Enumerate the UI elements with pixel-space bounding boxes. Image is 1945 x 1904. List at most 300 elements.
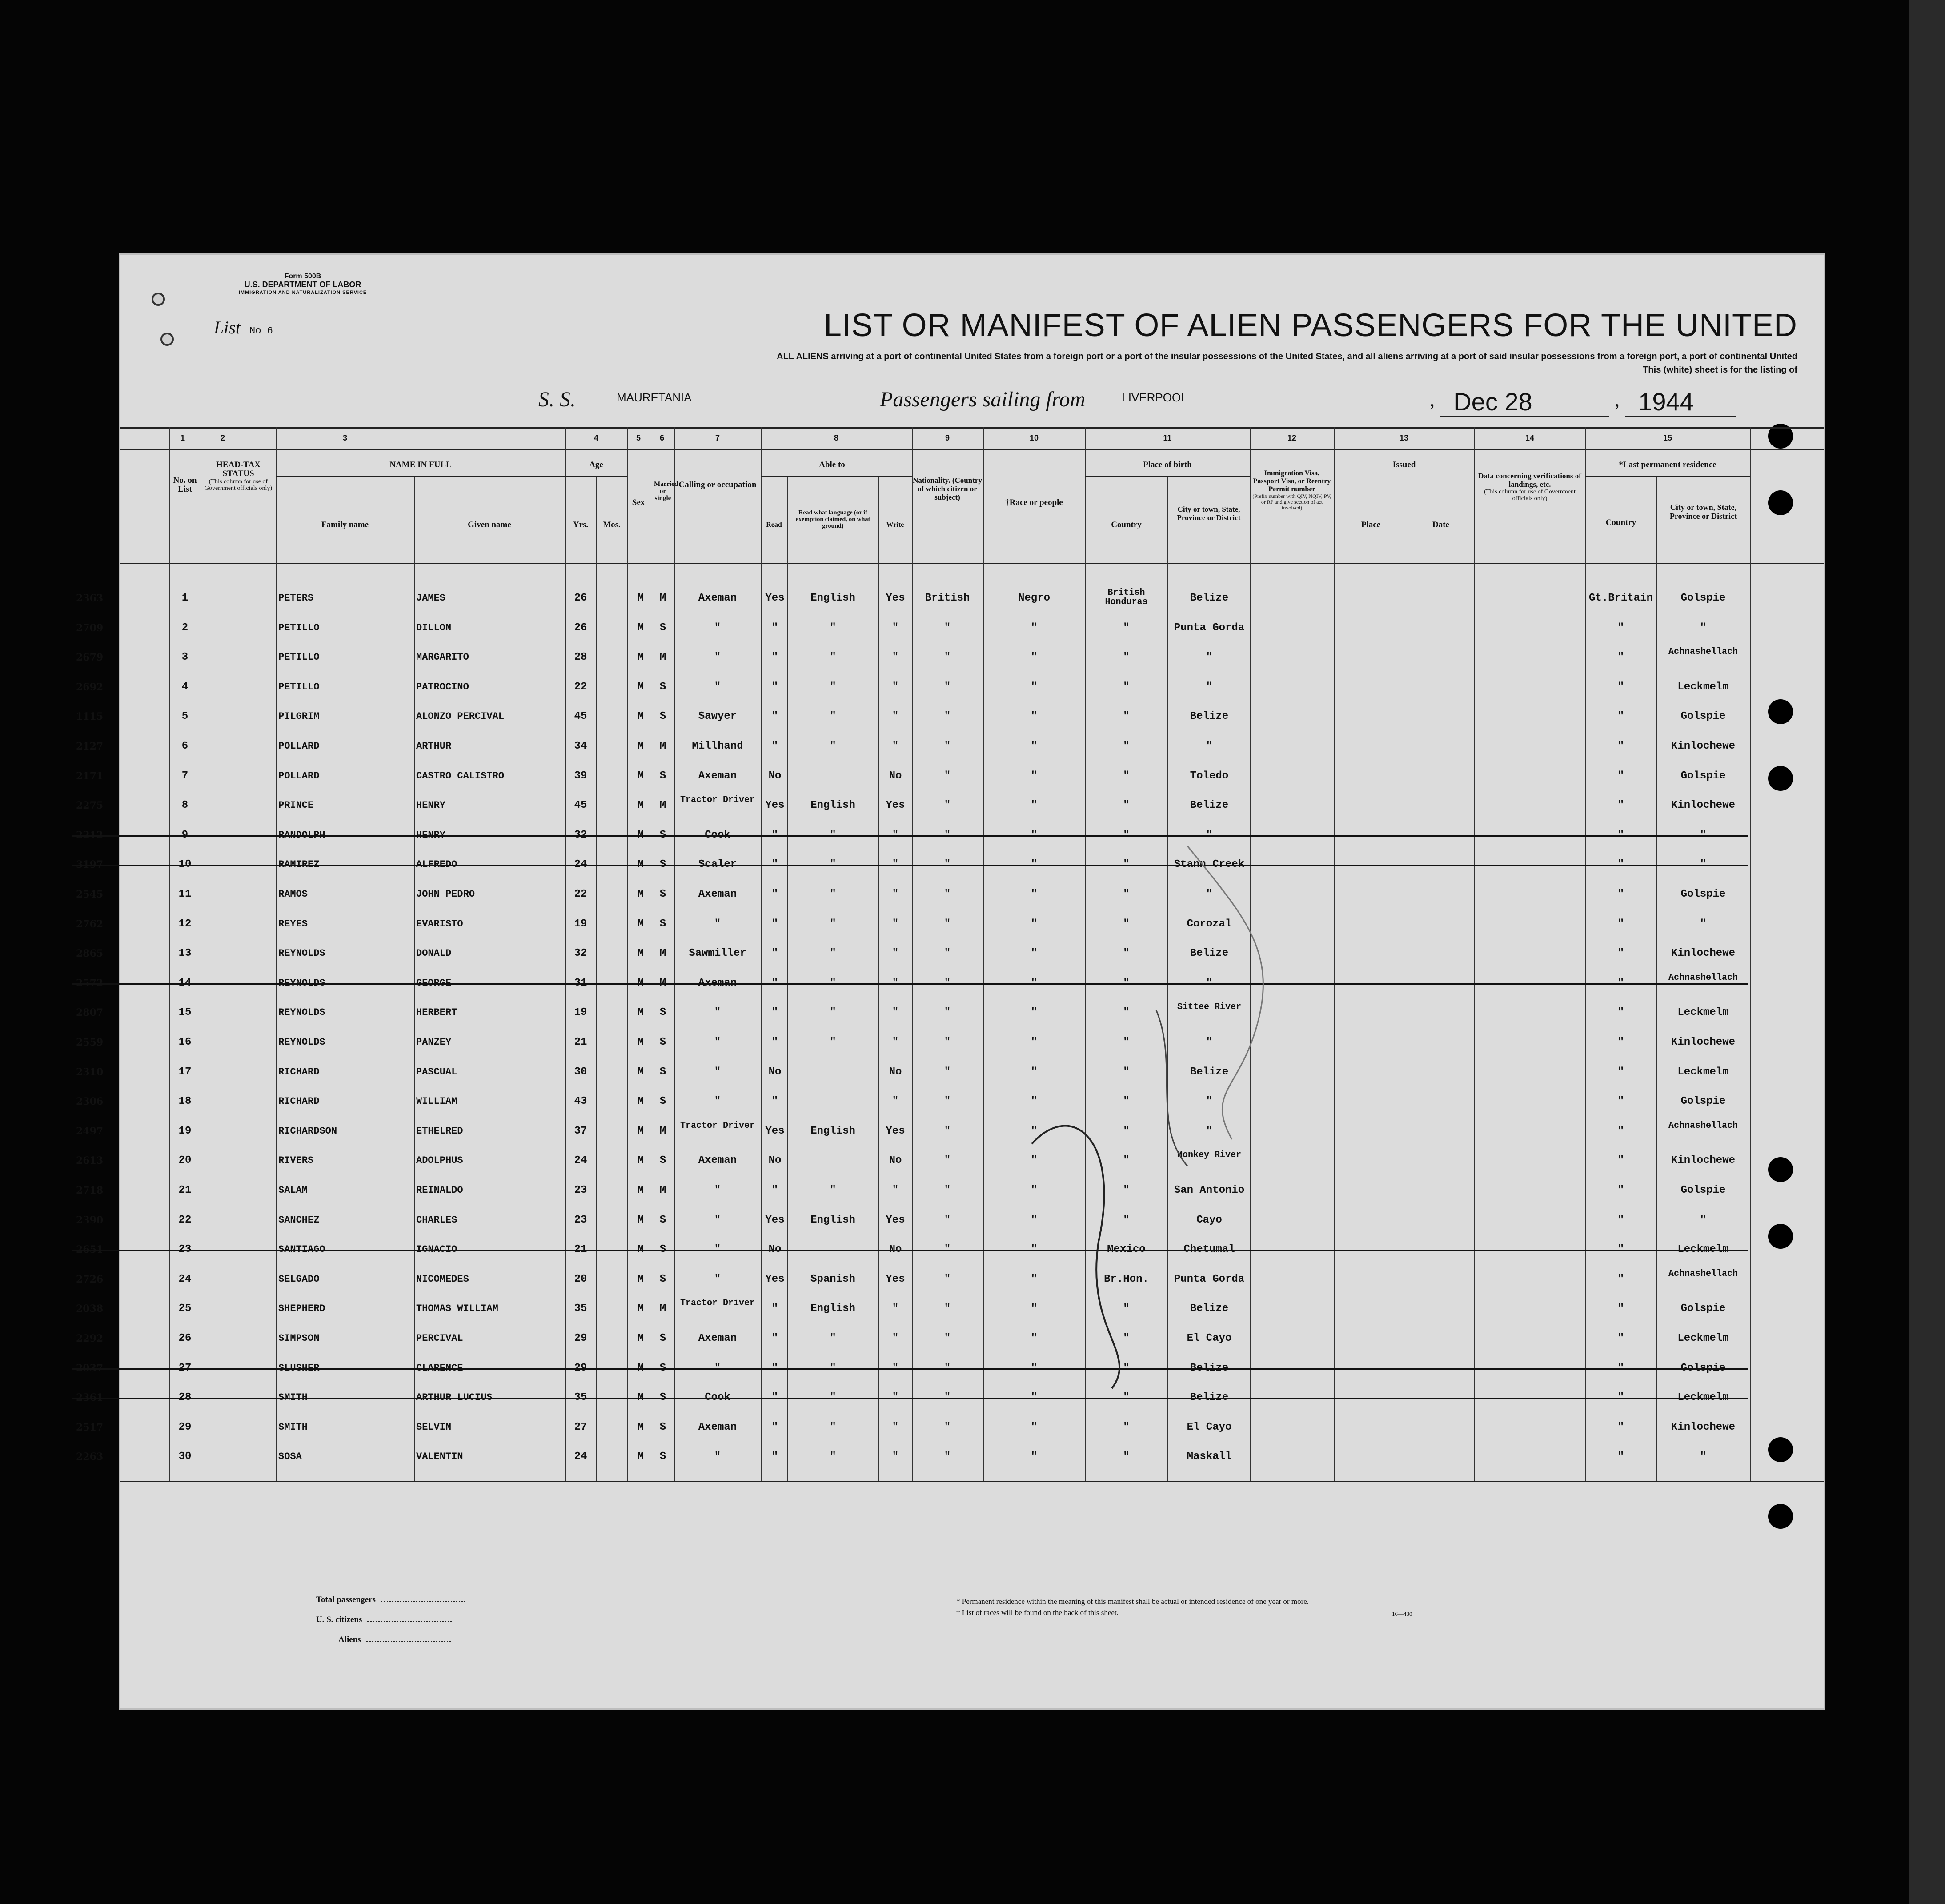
nationality-cell: " — [944, 888, 951, 900]
sex-cell: M — [637, 1006, 644, 1019]
header-age: Age — [589, 460, 603, 469]
marital-status-cell: S — [659, 1154, 666, 1167]
birth-country-cell: British Honduras — [1105, 588, 1148, 607]
marital-status-cell: S — [659, 858, 666, 871]
read-cell: " — [771, 829, 778, 841]
header-years: Yrs. — [573, 520, 589, 529]
family-name-cell: SIMPSON — [278, 1333, 320, 1344]
marital-status-cell: M — [659, 1125, 666, 1137]
header-place-of-birth: Place of birth — [1143, 460, 1192, 469]
write-cell: " — [892, 1006, 899, 1019]
read-cell: " — [771, 918, 778, 930]
sex-cell: M — [637, 1391, 644, 1404]
race-cell: " — [1031, 1184, 1038, 1196]
residence-city-cell: Leckmelm — [1677, 1332, 1729, 1344]
nationality-cell: " — [944, 710, 951, 723]
residence-country-cell: " — [1617, 1421, 1624, 1433]
footer-note-races: † List of races will be found on the back of this sheet. — [956, 1608, 1119, 1617]
marital-status-cell: M — [659, 977, 666, 989]
list-number-cell: 6 — [181, 740, 188, 752]
birth-country-cell: " — [1123, 1095, 1130, 1108]
family-name-cell: RAMOS — [278, 889, 308, 900]
birth-city-cell: Cayo — [1196, 1214, 1222, 1226]
list-number-cell: 13 — [178, 947, 192, 960]
margin-number: 2275 — [76, 800, 104, 812]
residence-country-cell: " — [1617, 740, 1624, 752]
family-name-cell: PETILLO — [278, 681, 320, 693]
residence-country-cell: " — [1617, 1303, 1624, 1315]
marital-status-cell: S — [659, 829, 666, 841]
residence-city-cell: Golspie — [1680, 710, 1726, 723]
sex-cell: M — [637, 740, 644, 752]
marital-status-cell: S — [659, 1362, 666, 1374]
sex-cell: M — [637, 651, 644, 664]
write-cell: Yes — [886, 1125, 905, 1137]
residence-city-cell: Golspie — [1680, 1184, 1726, 1196]
write-cell: " — [892, 1362, 899, 1374]
residence-city-cell: Kinlochewe — [1671, 1154, 1736, 1167]
margin-number: 2613 — [76, 1155, 104, 1167]
read-cell: " — [771, 977, 778, 989]
age-cell: 27 — [574, 1421, 587, 1433]
margin-number: 2865 — [76, 948, 104, 960]
residence-city-cell: Golspie — [1680, 888, 1726, 900]
given-name-cell: PANZEY — [416, 1037, 452, 1048]
family-name-cell: SOSA — [278, 1451, 302, 1463]
header-write: Write — [886, 521, 904, 529]
write-cell: " — [892, 740, 899, 752]
language-cell: " — [830, 1332, 836, 1344]
family-name-cell: POLLARD — [278, 741, 320, 752]
language-cell: " — [830, 651, 836, 664]
read-cell: " — [771, 1036, 778, 1048]
header-read: Read — [766, 521, 782, 529]
residence-country-cell: " — [1617, 1066, 1624, 1078]
family-name-cell: SMITH — [278, 1421, 308, 1433]
write-cell: Yes — [886, 592, 905, 604]
write-cell: Yes — [886, 799, 905, 812]
occupation-cell: Axeman — [698, 1154, 737, 1167]
race-cell: " — [1031, 710, 1038, 723]
list-number-cell: 28 — [178, 1391, 192, 1404]
given-name-cell: HERBERT — [416, 1007, 457, 1018]
race-cell: " — [1031, 1125, 1038, 1137]
sex-cell: M — [637, 1421, 644, 1433]
nationality-cell: " — [944, 1332, 951, 1344]
race-cell: " — [1031, 651, 1038, 664]
language-cell: " — [830, 1006, 836, 1019]
birth-city-cell: Punta Gorda — [1174, 1273, 1245, 1285]
column-number: 9 — [945, 433, 950, 442]
list-number-cell: 10 — [178, 858, 192, 871]
residence-country-cell: " — [1617, 1184, 1624, 1196]
residence-country-cell: " — [1617, 947, 1624, 960]
birth-country-cell: " — [1123, 918, 1130, 930]
occupation-cell: Millhand — [692, 740, 743, 752]
occupation-cell: " — [714, 1036, 721, 1048]
language-cell: " — [830, 1391, 836, 1404]
language-cell: " — [830, 1036, 836, 1048]
margin-number: 2306 — [76, 1096, 104, 1108]
margin-number: 2038 — [76, 1303, 104, 1315]
residence-country-cell: " — [1617, 1036, 1624, 1048]
read-cell: " — [771, 710, 778, 723]
residence-country-cell: " — [1617, 977, 1624, 989]
read-cell: No — [768, 1243, 782, 1256]
write-cell: " — [892, 918, 899, 930]
residence-city-cell: " — [1700, 1451, 1707, 1463]
age-cell: 35 — [574, 1303, 587, 1315]
read-cell: No — [768, 1154, 782, 1167]
age-cell: 20 — [574, 1273, 587, 1285]
residence-country-cell: " — [1617, 918, 1624, 930]
column-number: 12 — [1287, 433, 1297, 442]
sex-cell: M — [637, 710, 644, 723]
list-number-cell: 27 — [178, 1362, 192, 1374]
column-number: 15 — [1663, 433, 1672, 442]
birth-city-cell: El Cayo — [1187, 1421, 1232, 1433]
write-cell: No — [889, 1243, 902, 1256]
birth-city-cell: " — [1206, 740, 1213, 752]
header-residence-city: City or town, State, Province or District — [1669, 503, 1737, 521]
margin-number: 2263 — [76, 1451, 104, 1463]
marital-status-cell: M — [659, 799, 666, 812]
language-cell: English — [810, 1125, 855, 1137]
given-name-cell: ARTHUR — [416, 741, 452, 752]
margin-number: 2127 — [76, 741, 104, 752]
residence-city-cell: Kinlochewe — [1671, 799, 1736, 812]
residence-country-cell: Gt.Britain — [1588, 592, 1653, 604]
read-cell: " — [771, 1332, 778, 1344]
birth-country-cell: " — [1123, 1036, 1130, 1048]
occupation-cell: " — [714, 1095, 721, 1108]
race-cell: " — [1031, 1066, 1038, 1078]
sex-cell: M — [637, 829, 644, 841]
age-cell: 22 — [574, 681, 587, 693]
residence-city-cell: Golspie — [1680, 1362, 1726, 1374]
birth-city-cell: Punta Gorda — [1174, 621, 1245, 634]
marital-status-cell: S — [659, 1006, 666, 1019]
residence-country-cell: " — [1617, 1125, 1624, 1137]
margin-number: 2572 — [76, 977, 104, 989]
age-cell: 26 — [574, 592, 587, 604]
sex-cell: M — [637, 799, 644, 812]
language-cell: " — [830, 1421, 836, 1433]
marital-status-cell: S — [659, 1066, 666, 1078]
sex-cell: M — [637, 1451, 644, 1463]
race-cell: " — [1031, 858, 1038, 871]
occupation-cell: " — [714, 1451, 721, 1463]
sex-cell: M — [637, 681, 644, 693]
margin-number: 2390 — [76, 1214, 104, 1226]
sex-cell: M — [637, 1184, 644, 1196]
occupation-cell: " — [714, 1006, 721, 1019]
nationality-cell: " — [944, 1154, 951, 1167]
nationality-cell: " — [944, 1451, 951, 1463]
header-issued: Issued — [1392, 460, 1416, 469]
family-name-cell: SELGADO — [278, 1273, 320, 1285]
residence-country-cell: " — [1617, 1332, 1624, 1344]
margin-number: 2545 — [76, 889, 104, 900]
write-cell: Yes — [886, 1273, 905, 1285]
race-cell: " — [1031, 1243, 1038, 1256]
race-cell: " — [1031, 1332, 1038, 1344]
nationality-cell: British — [925, 592, 970, 604]
residence-country-cell: " — [1617, 888, 1624, 900]
write-cell: " — [892, 1095, 899, 1108]
race-cell: " — [1031, 1006, 1038, 1019]
residence-country-cell: " — [1617, 829, 1624, 841]
header-verifications-title: Data concerning verifications of landings, etc. — [1478, 472, 1581, 489]
residence-country-cell: " — [1617, 858, 1624, 871]
occupation-cell: Sawmiller — [689, 947, 746, 960]
occupation-cell: " — [714, 918, 721, 930]
given-name-cell: HENRY — [416, 829, 446, 841]
birth-city-cell: Belize — [1190, 947, 1229, 960]
sex-cell: M — [637, 888, 644, 900]
nationality-cell: " — [944, 1391, 951, 1404]
header-birth-city: City or town, State, Province or District — [1177, 505, 1241, 522]
header-married: Married or single — [654, 481, 678, 502]
race-cell: " — [1031, 799, 1038, 812]
given-name-cell: CASTRO CALISTRO — [416, 770, 505, 782]
margin-number: 2497 — [76, 1125, 104, 1137]
birth-city-cell: Belize — [1190, 1362, 1229, 1374]
list-label: List — [214, 317, 241, 337]
occupation-cell: " — [714, 1243, 721, 1256]
marital-status-cell: S — [659, 1421, 666, 1433]
age-cell: 32 — [574, 829, 587, 841]
residence-country-cell: " — [1617, 770, 1624, 782]
write-cell: " — [892, 858, 899, 871]
age-cell: 22 — [574, 888, 587, 900]
margin-number: 2292 — [76, 1333, 104, 1344]
list-number-cell: 2 — [181, 621, 188, 634]
occupation-cell: " — [714, 1184, 721, 1196]
given-name-cell: MARGARITO — [416, 652, 469, 663]
margin-number: 2709 — [76, 622, 104, 634]
nationality-cell: " — [944, 1421, 951, 1433]
column-number: 13 — [1399, 433, 1409, 442]
marital-status-cell: M — [659, 651, 666, 664]
birth-city-cell: " — [1206, 888, 1213, 900]
family-name-cell: POLLARD — [278, 770, 320, 782]
age-cell: 31 — [574, 977, 587, 989]
race-cell: " — [1031, 888, 1038, 900]
write-cell: " — [892, 681, 899, 693]
list-number-cell: 24 — [178, 1273, 192, 1285]
occupation-cell: Axeman — [698, 1421, 737, 1433]
column-number: 14 — [1525, 433, 1535, 442]
margin-number: 2361 — [76, 1392, 104, 1404]
ink-signature-mark — [1032, 1126, 1119, 1388]
marital-status-cell: S — [659, 770, 666, 782]
family-name-cell: SMITH — [278, 1392, 308, 1403]
departure-port: LIVERPOOL — [1091, 387, 1406, 405]
given-name-cell: ALONZO PERCIVAL — [416, 711, 505, 722]
birth-country-cell: " — [1123, 1421, 1130, 1433]
write-cell: " — [892, 888, 899, 900]
read-cell: " — [771, 1006, 778, 1019]
birth-city-cell: Belize — [1190, 592, 1229, 604]
margin-number: 2679 — [76, 652, 104, 664]
margin-number: 3197 — [76, 859, 104, 871]
occupation-cell: " — [714, 681, 721, 693]
birth-country-cell: Br.Hon. — [1104, 1273, 1149, 1285]
header-name-in-full: NAME IN FULL — [389, 460, 452, 469]
nationality-cell: " — [944, 947, 951, 960]
column-number: 8 — [834, 433, 838, 442]
marital-status-cell: S — [659, 621, 666, 634]
write-cell: " — [892, 1036, 899, 1048]
nationality-cell: " — [944, 1066, 951, 1078]
read-cell: " — [771, 651, 778, 664]
occupation-cell: Tractor Driver — [680, 1298, 755, 1309]
given-name-cell: GEORGE — [416, 977, 452, 989]
sex-cell: M — [637, 770, 644, 782]
residence-country-cell: " — [1617, 1391, 1624, 1404]
family-name-cell: REYNOLDS — [278, 1007, 325, 1018]
given-name-cell: CLARENCE — [416, 1362, 463, 1374]
age-cell: 21 — [574, 1036, 587, 1048]
birth-city-cell: Stann Creek — [1174, 858, 1245, 871]
language-cell: " — [830, 621, 836, 634]
header-last-residence: *Last permanent residence — [1619, 460, 1716, 469]
read-cell: Yes — [765, 1125, 785, 1137]
residence-city-cell: Achnashellach — [1668, 647, 1738, 657]
column-number: 11 — [1163, 433, 1172, 442]
footer-note-residence: * Permanent residence within the meaning of this manifest shall be actual or intended residence of one year or more. — [956, 1597, 1309, 1606]
residence-city-cell: Golspie — [1680, 1095, 1726, 1108]
language-cell: " — [830, 888, 836, 900]
birth-city-cell: " — [1206, 1125, 1213, 1137]
write-cell: " — [892, 977, 899, 989]
header-race: †Race or people — [1005, 498, 1063, 507]
occupation-cell: " — [714, 1273, 721, 1285]
write-cell: Yes — [886, 1214, 905, 1226]
handwritten-scrawl — [120, 255, 1824, 1708]
family-name-cell: PETERS — [278, 593, 314, 604]
residence-city-cell: Kinlochewe — [1671, 947, 1736, 960]
margin-number: 2762 — [76, 918, 104, 930]
age-cell: 37 — [574, 1125, 587, 1137]
birth-country-cell: " — [1123, 770, 1130, 782]
residence-country-cell: " — [1617, 1273, 1624, 1285]
language-cell: " — [830, 977, 836, 989]
residence-country-cell: " — [1617, 651, 1624, 664]
marital-status-cell: M — [659, 1303, 666, 1315]
pencil-mark — [1187, 846, 1263, 1139]
residence-city-cell: Golspie — [1680, 592, 1726, 604]
marital-status-cell: S — [659, 1273, 666, 1285]
age-cell: 19 — [574, 918, 587, 930]
column-number: 2 — [220, 433, 225, 442]
write-cell: No — [889, 770, 902, 782]
birth-city-cell: " — [1206, 977, 1213, 989]
list-number-cell: 14 — [178, 977, 192, 989]
language-cell: " — [830, 947, 836, 960]
write-cell: " — [892, 710, 899, 723]
marital-status-cell: S — [659, 1451, 666, 1463]
sex-cell: M — [637, 1066, 644, 1078]
column-number: 6 — [659, 433, 664, 442]
birth-city-cell: Chetumal — [1183, 1243, 1235, 1256]
voyage-line: S. S. MAURETANIA Passengers sailing from LIVERPOOL , Dec 28 , 1944 — [538, 387, 1736, 417]
occupation-cell: " — [714, 1066, 721, 1078]
write-cell: " — [892, 1421, 899, 1433]
given-name-cell: ETHELRED — [416, 1125, 463, 1137]
margin-number: 2037 — [76, 1362, 104, 1374]
marital-status-cell: M — [659, 947, 666, 960]
race-cell: " — [1031, 1451, 1038, 1463]
nationality-cell: " — [944, 1006, 951, 1019]
occupation-cell: Scaler — [698, 858, 737, 871]
header-no-on-list: No. on List — [173, 476, 197, 494]
residence-city-cell: Kinlochewe — [1671, 740, 1736, 752]
margin-number: 2807 — [76, 1007, 104, 1019]
film-edge — [1909, 0, 1945, 1904]
birth-country-cell: " — [1123, 1066, 1130, 1078]
given-name-cell: ARTHUR LUCIUS — [416, 1392, 493, 1403]
given-name-cell: SELVIN — [416, 1421, 452, 1433]
birth-country-cell: " — [1123, 1154, 1130, 1167]
list-number-cell: 17 — [178, 1066, 192, 1078]
language-cell: " — [830, 1184, 836, 1196]
age-cell: 24 — [574, 858, 587, 871]
birth-country-cell: " — [1123, 710, 1130, 723]
residence-country-cell: " — [1617, 1362, 1624, 1374]
age-cell: 43 — [574, 1095, 587, 1108]
age-cell: 32 — [574, 947, 587, 960]
occupation-cell: Axeman — [698, 592, 737, 604]
birth-country-cell: " — [1123, 947, 1130, 960]
birth-country-cell: " — [1123, 1184, 1130, 1196]
residence-country-cell: " — [1617, 1095, 1624, 1108]
read-cell: Yes — [765, 1214, 785, 1226]
language-cell: " — [830, 858, 836, 871]
age-cell: 29 — [574, 1362, 587, 1374]
residence-country-cell: " — [1617, 1243, 1624, 1256]
sex-cell: M — [637, 621, 644, 634]
marital-status-cell: S — [659, 681, 666, 693]
birth-city-cell: San Antonio — [1174, 1184, 1245, 1196]
occupation-cell: Axeman — [698, 977, 737, 989]
given-name-cell: VALENTIN — [416, 1451, 463, 1463]
write-cell: " — [892, 947, 899, 960]
residence-country-cell: " — [1617, 1006, 1624, 1019]
footer-aliens-label: Aliens — [338, 1635, 361, 1644]
family-name-cell: PETILLO — [278, 652, 320, 663]
occupation-cell: Axeman — [698, 888, 737, 900]
sex-cell: M — [637, 947, 644, 960]
race-cell: " — [1031, 977, 1038, 989]
language-cell: English — [810, 1214, 855, 1226]
write-cell: " — [892, 1391, 899, 1404]
age-cell: 26 — [574, 621, 587, 634]
header-issued-date: Date — [1432, 520, 1449, 529]
header-head-tax-note: (This column for use of Government officials only) — [204, 478, 273, 492]
family-name-cell: RICHARD — [278, 1066, 320, 1078]
read-cell: " — [771, 1095, 778, 1108]
read-cell: " — [771, 740, 778, 752]
age-cell: 24 — [574, 1154, 587, 1167]
occupation-cell: Cook — [705, 829, 730, 841]
list-number-cell: 16 — [178, 1036, 192, 1048]
nationality-cell: " — [944, 799, 951, 812]
birth-city-cell: " — [1206, 829, 1213, 841]
list-number-cell: 12 — [178, 918, 192, 930]
list-number-cell: 25 — [178, 1303, 192, 1315]
